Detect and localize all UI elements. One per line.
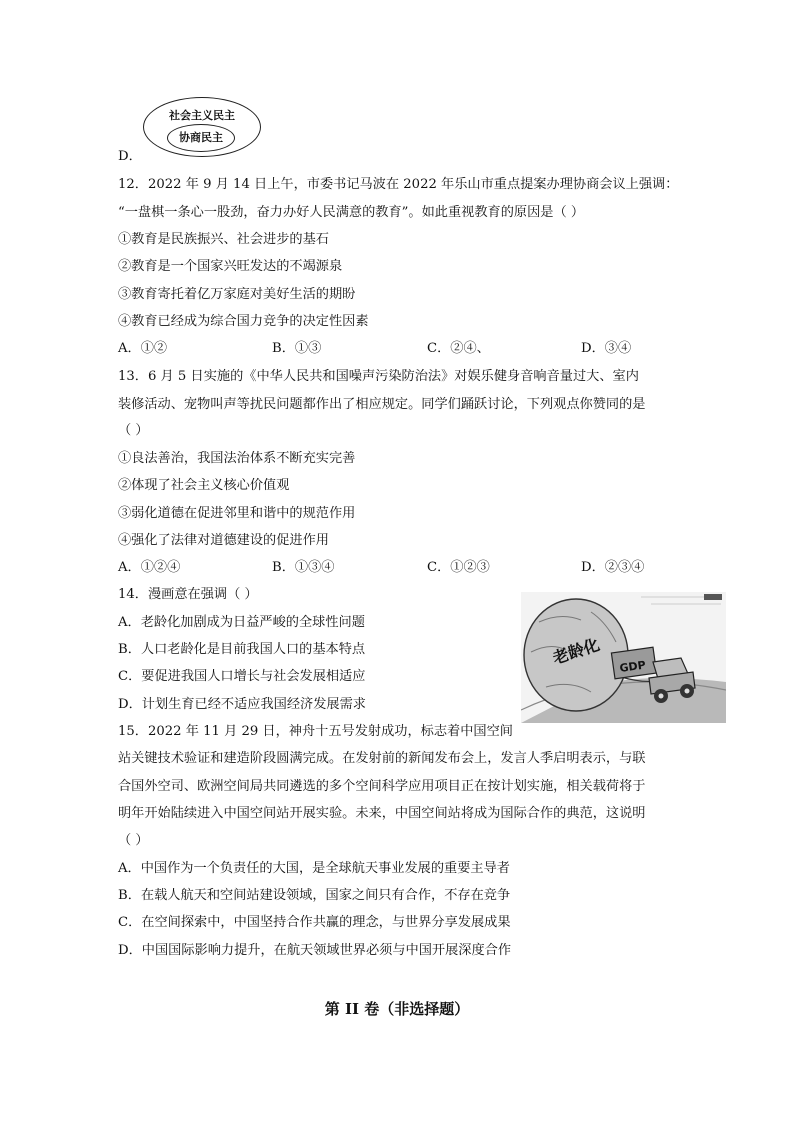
q12-option-a: A．①② bbox=[118, 341, 168, 356]
q15-stem-line5: （ ） bbox=[118, 833, 149, 848]
q13-statement-1: ①良法善治，我国法治体系不断充实完善 bbox=[118, 451, 356, 466]
q13-stem-line1: 13．6 月 5 日实施的《中华人民共和国噪声污染防治法》对娱乐健身音响音量过大、室内 bbox=[118, 369, 639, 384]
q13-statement-3: ③弱化道德在促进邻里和谐中的规范作用 bbox=[118, 506, 356, 521]
q12-option-c: C．②④、 bbox=[427, 341, 490, 356]
section-title: 第 II 卷（非选择题） bbox=[324, 1000, 470, 1018]
q15-option-a: A．中国作为一个负责任的大国，是全球航天事业发展的重要主导者 bbox=[118, 861, 510, 876]
q13-option-c: C．①②③ bbox=[427, 560, 490, 575]
q13-option-a: A．①②④ bbox=[118, 560, 181, 575]
q12-statement-3: ③教育寄托着亿万家庭对美好生活的期盼 bbox=[118, 287, 356, 302]
q13-option-b: B．①③④ bbox=[272, 560, 335, 575]
q13-statement-2: ②体现了社会主义核心价值观 bbox=[118, 478, 290, 493]
q13-statement-4: ④强化了法律对道德建设的促进作用 bbox=[118, 533, 329, 548]
venn-inner-circle: 协商民主 bbox=[167, 124, 235, 152]
q12-stem-line1: 12．2022 年 9 月 14 日上午，市委书记马波在 2022 年乐山市重点提案办理协商会议上强调： bbox=[118, 177, 679, 192]
q15-stem-line3: 合国外空司、欧洲空间局共同遴选的多个空间科学应用项目正在按计划实施，相关载荷将于 bbox=[118, 779, 646, 794]
q13-stem-line2: 装修活动、宠物叫声等扰民问题都作出了相应规定。同学们踊跃讨论，下列观点你赞同的是 bbox=[118, 397, 646, 412]
q12-statement-2: ②教育是一个国家兴旺发达的不竭源泉 bbox=[118, 259, 343, 274]
q14-option-c: C．要促进我国人口增长与社会发展相适应 bbox=[118, 669, 366, 684]
q12-statement-1: ①教育是民族振兴、社会进步的基石 bbox=[118, 232, 329, 247]
venn-diagram bbox=[143, 97, 261, 157]
q12-option-d: D．③④ bbox=[581, 341, 632, 356]
q12-statement-4: ④教育已经成为综合国力竞争的决定性因素 bbox=[118, 314, 369, 329]
q14-option-b: B．人口老龄化是目前我国人口的基本特点 bbox=[118, 642, 366, 657]
aging-cartoon bbox=[521, 592, 726, 723]
q14-option-a: A．老龄化加剧成为日益严峻的全球性问题 bbox=[118, 615, 365, 630]
ball-label: 老龄化 bbox=[550, 634, 602, 668]
truck-label: GDP bbox=[618, 658, 647, 675]
q15-option-c: C．在空间探索中，中国坚持合作共赢的理念，与世界分享发展成果 bbox=[118, 915, 511, 930]
q14-option-d: D．计划生育已经不适应我国经济发展需求 bbox=[118, 697, 366, 712]
venn-outer-label: 社会主义民主 bbox=[169, 109, 235, 122]
q14-stem: 14．漫画意在强调（ ） bbox=[118, 587, 258, 602]
q15-option-d: D．中国国际影响力提升，在航天领域世界必须与中国开展深度合作 bbox=[118, 943, 512, 958]
q15-stem-line4: 明年开始陆续进入中国空间站开展实验。未来，中国空间站将成为国际合作的典范，这说明 bbox=[118, 806, 646, 821]
q12-stem-line2: “一盘棋一条心一股劲，奋力办好人民满意的教育”。如此重视教育的原因是（ ） bbox=[118, 205, 585, 220]
q12-option-b: B．①③ bbox=[272, 341, 322, 356]
q15-stem-line2: 站关键技术验证和建造阶段圆满完成。在发射前的新闻发布会上，发言人季启明表示，与联 bbox=[118, 751, 646, 766]
q13-stem-line3: （ ） bbox=[118, 423, 149, 438]
q15-stem-line1: 15．2022 年 11 月 29 日，神舟十五号发射成功，标志着中国空间 bbox=[118, 724, 513, 739]
q13-option-d: D．②③④ bbox=[581, 560, 645, 575]
q15-option-b: B．在载人航天和空间站建设领域，国家之间只有合作，不存在竞争 bbox=[118, 888, 511, 903]
q11-option-d: D． bbox=[118, 149, 142, 164]
